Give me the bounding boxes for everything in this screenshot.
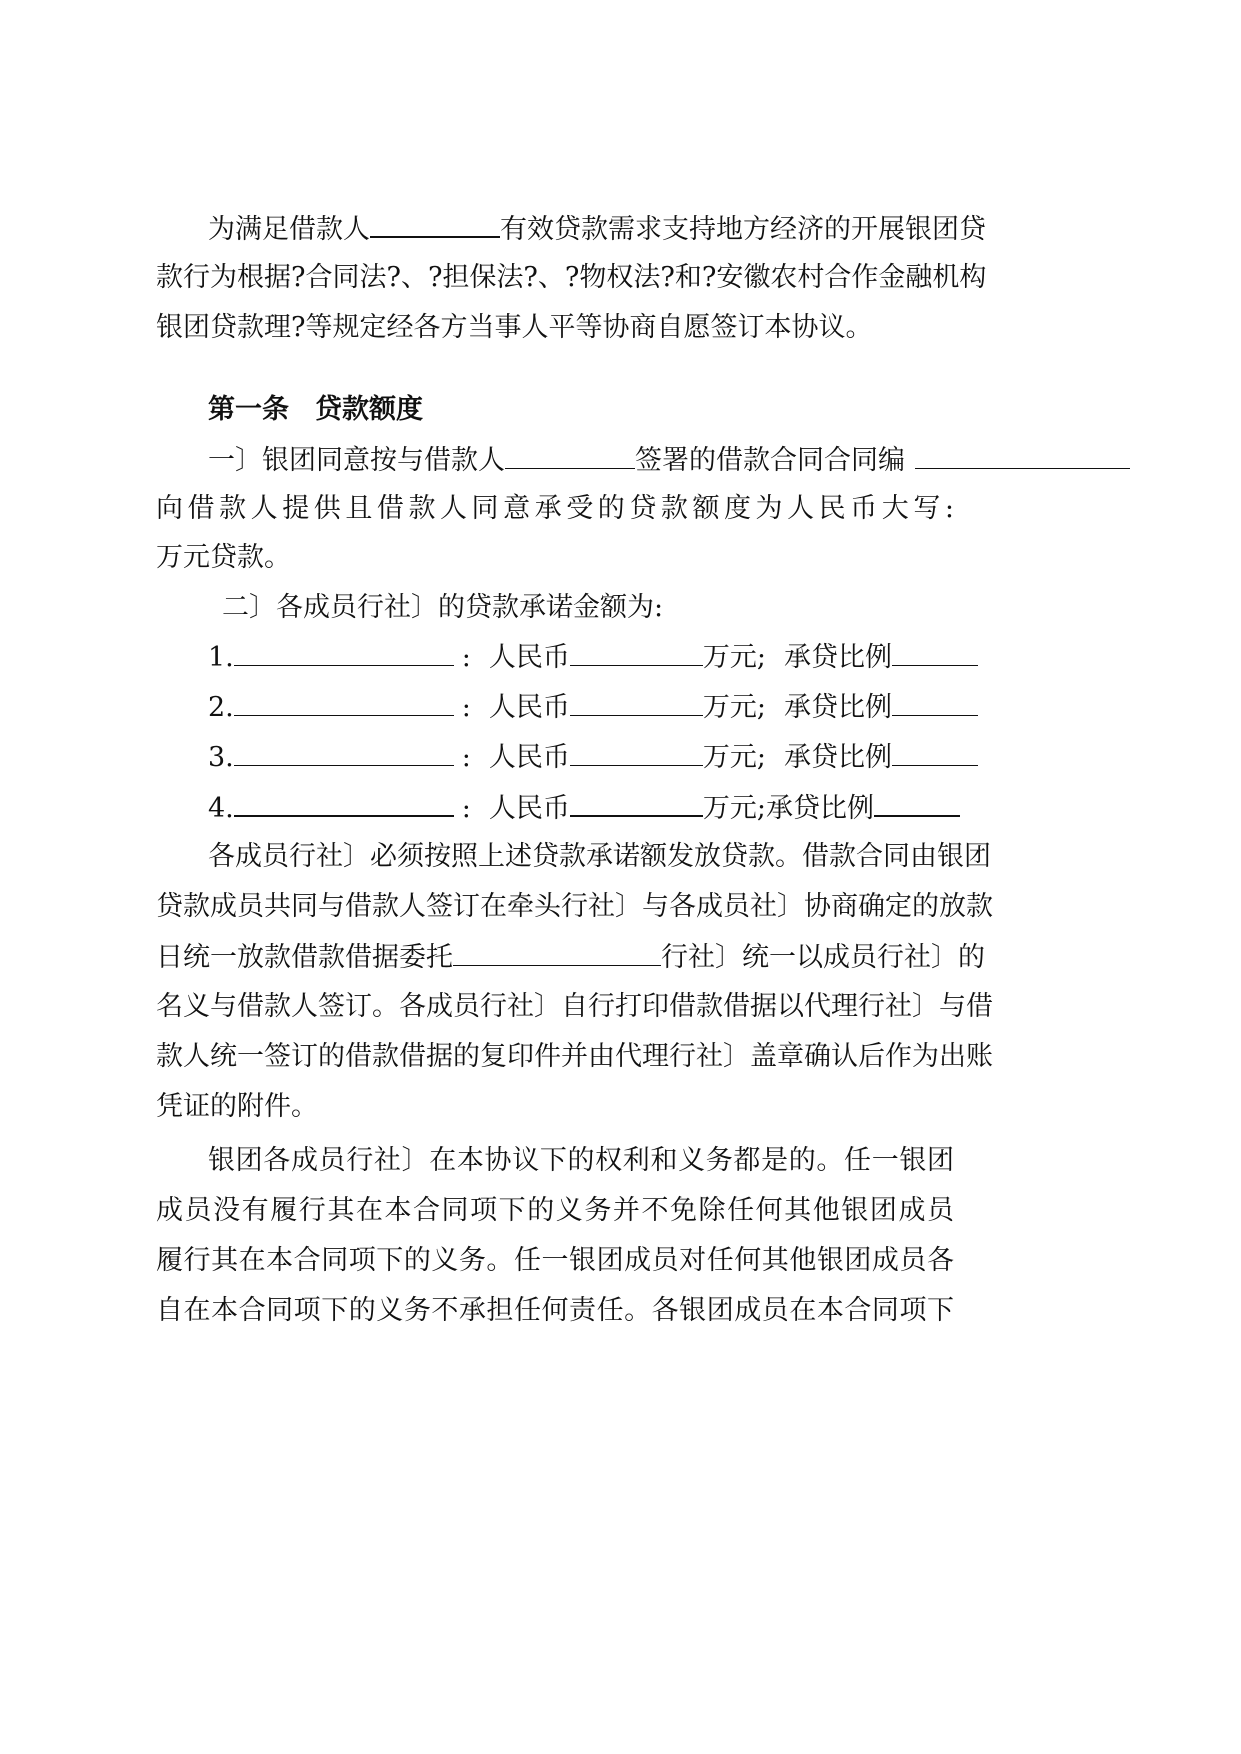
item-1-line-2: 向借款人提供且借款人同意承受的贷款额度为人民币大写: bbox=[156, 493, 954, 524]
ratio-blank bbox=[892, 637, 978, 666]
ratio-label: 承贷比例 bbox=[783, 642, 892, 673]
para-3-line-3 bbox=[156, 937, 985, 977]
ratio-blank bbox=[874, 787, 960, 817]
para-3-line-6: 凭证的附件。 bbox=[156, 1091, 318, 1122]
article-1-title: 贷款额度 bbox=[315, 394, 423, 425]
member-name-blank bbox=[234, 787, 454, 817]
member-row bbox=[208, 637, 978, 677]
preamble-text-1b: 有效贷款需求支持地方经济的开展银团贷 bbox=[500, 214, 986, 245]
colon: : bbox=[461, 742, 471, 773]
amount-blank bbox=[570, 737, 703, 766]
item-2-heading: 二〕各成员行社〕的贷款承诺金额为: bbox=[222, 592, 664, 623]
rmb-label: 人民币 bbox=[488, 642, 570, 673]
para-3-line-5: 款人统一签订的借款借据的复印件并由代理行社〕盖章确认后作为出账 bbox=[156, 1041, 993, 1072]
preamble-text-1a: 为满足借款人 bbox=[208, 214, 370, 245]
para-3-line-2: 贷款成员共同与借款人签订在牵头行社〕与各成员社〕协商确定的放款 bbox=[156, 891, 993, 922]
member-row bbox=[208, 787, 960, 827]
borrower-blank bbox=[370, 208, 500, 238]
row-number: 3. bbox=[208, 742, 234, 773]
member-name-blank bbox=[234, 687, 454, 716]
row-number: 1. bbox=[208, 642, 234, 673]
ratio-blank bbox=[892, 737, 978, 766]
colon: : bbox=[461, 692, 471, 723]
rmb-label: 人民币 bbox=[488, 742, 570, 773]
colon: : bbox=[461, 642, 471, 673]
amount-blank bbox=[570, 687, 703, 716]
unit-label: 万元; bbox=[702, 642, 766, 673]
borrower-blank-2 bbox=[505, 440, 635, 469]
preamble-line-1 bbox=[208, 208, 986, 248]
ratio-label: 承贷比例 bbox=[783, 742, 892, 773]
para-3-text-b: 行社〕统一以成员行社〕的 bbox=[661, 942, 985, 973]
member-row bbox=[208, 737, 978, 777]
para-3-text-a: 日统一放款借款借据委托 bbox=[156, 942, 453, 973]
colon: : bbox=[461, 793, 471, 824]
amount-blank bbox=[570, 637, 703, 666]
unit-ratio-label: 万元;承贷比例 bbox=[702, 793, 874, 824]
unit-label: 万元; bbox=[702, 742, 766, 773]
item-1-line-3: 万元贷款。 bbox=[156, 542, 291, 573]
item-1-text-a: 一〕银团同意按与借款人 bbox=[208, 445, 505, 476]
ratio-label: 承贷比例 bbox=[783, 692, 892, 723]
row-number: 4. bbox=[208, 793, 234, 824]
ratio-blank bbox=[892, 687, 978, 716]
member-row bbox=[208, 687, 978, 727]
row-number: 2. bbox=[208, 692, 234, 723]
article-1-number: 第一条 bbox=[208, 394, 289, 425]
preamble-line-2: 款行为根据?合同法?、?担保法?、?物权法?和?安徽农村合作金融机构 bbox=[156, 262, 987, 293]
item-1-line-1 bbox=[208, 440, 1130, 480]
unit-label: 万元; bbox=[702, 692, 766, 723]
para-4-line-4: 自在本合同项下的义务不承担任何责任。各银团成员在本合同项下 bbox=[156, 1295, 954, 1326]
rmb-label: 人民币 bbox=[488, 793, 570, 824]
rmb-label: 人民币 bbox=[488, 692, 570, 723]
article-1-heading bbox=[208, 390, 423, 430]
member-name-blank bbox=[234, 737, 454, 766]
item-1-text-b: 签署的借款合同合同编 bbox=[635, 445, 905, 476]
para-3-line-4: 名义与借款人签订。各成员行社〕自行打印借款借据以代理行社〕与借 bbox=[156, 991, 993, 1022]
member-name-blank bbox=[234, 637, 454, 666]
para-4-line-1: 银团各成员行社〕在本协议下的权利和义务都是的。任一银团 bbox=[208, 1145, 954, 1176]
para-4-line-2: 成员没有履行其在本合同项下的义务并不免除任何其他银团成员 bbox=[156, 1195, 954, 1226]
para-3-line-1: 各成员行社〕必须按照上述贷款承诺额发放贷款。借款合同由银团 bbox=[208, 841, 991, 872]
para-4-line-3: 履行其在本合同项下的义务。任一银团成员对任何其他银团成员各 bbox=[156, 1245, 954, 1276]
preamble-line-3: 银团贷款理?等规定经各方当事人平等协商自愿签订本协议。 bbox=[156, 312, 873, 343]
agent-bank-blank bbox=[453, 937, 661, 966]
contract-number-blank bbox=[915, 440, 1130, 469]
amount-blank bbox=[570, 787, 703, 817]
